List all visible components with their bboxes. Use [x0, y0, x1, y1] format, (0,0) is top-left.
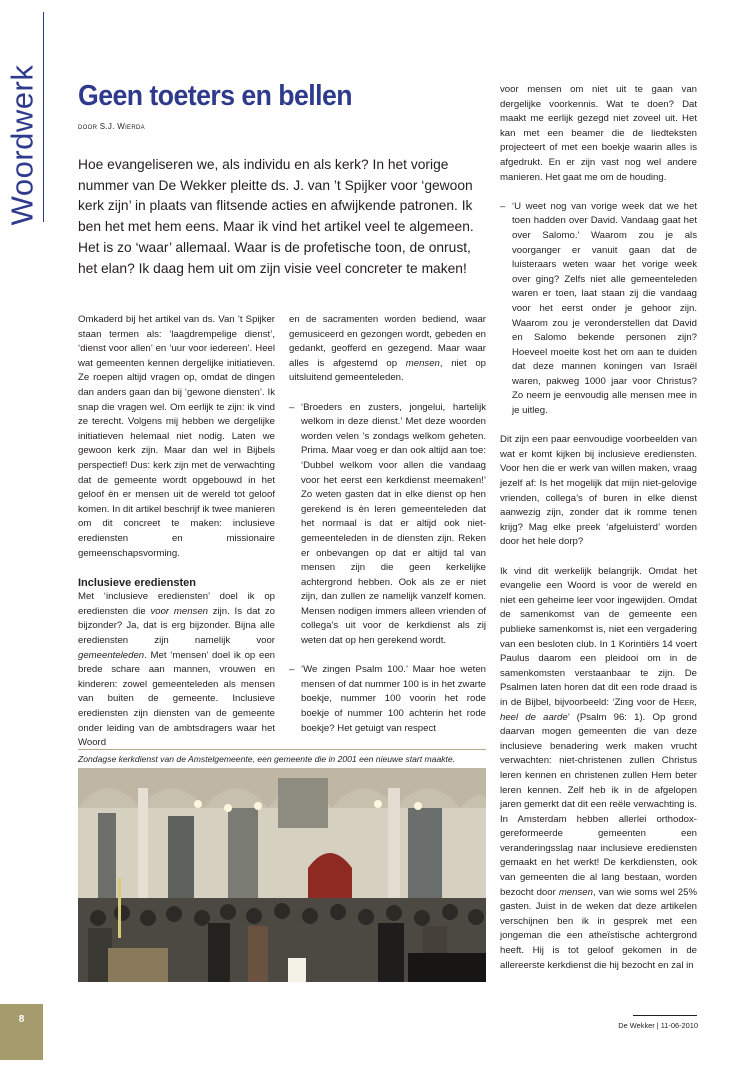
church-photo — [78, 768, 486, 982]
body-paragraph: Ik vind dit werkelijk belangrijk. Omdat het evangelie een Woord is voor de wereld en niet een geheime leer voor ingewijden. Omdat de samenkomst van de gemeente een publieke samenkomst is, niet een vergadering van een besloten club. In 1 Korintiërs 14 voert Paulus daarom een pleidooi om in de samenkomsten verstaanbaar te zijn. De Psalmen laten horen dat dit een rode draad is in de Bijbel, bijvoorbeeld: ‘Zing voor de Heer, heel de aarde’ (Psalm 96: 1). Op grond daarvan mogen gemeenten die van deze inclusieve benadering werk maken vrucht verwachten: niet-christenen zullen Christus leren kennen en christenen zullen Hem beter leren kennen. Zelf heb ik in de afgelopen jaren gemerkt dat dit een reële verwachting is. In Amsterdam hebben allerlei orthodox-gereformeerde gemeenten een veranderingsslag naar inclusieve erediensten gemaakt en het werkt! De kerkdiensten, ook van gemeenten die al lang bestaan, worden bezocht door mensen, van wie soms wel 25% gasten. Juist in de weken dat deze artikelen verschijnen ben ik in gesprek met een jongeman die een atheïstische achtergrond heeft. Hij is tot geloof gekomen in de allereerste kerkdienst die hij bezocht en zal in — [500, 565, 698, 971]
column-1 — [78, 313, 275, 751]
dash-item: – ‘We zingen Psalm 100.’ Maar hoe weten mensen of dat nummer 100 is in het zwarte boekje, nummer 100 voorin het rode boekje of nummer 100 achterin het rode boekje? Het getuigt van respect — [289, 664, 486, 734]
dash-item: – ‘Broeders en zusters, jongelui, hartelijk welkom in deze dienst.’ Met deze woorden worden velen ’s zondags welkom geheten. Prima. Maar voeg er dan ook altijd aan toe: ‘Dubbel welkom voor allen die vandaag voor het eerst een kerkdienst meemaken!’ Zo weten gasten dat in elke dienst op hen gerekend is èn leren gemeenteleden dat het normaal is dat er altijd ook niet-gemeenteleden in de diensten zijn. Reken er onbevangen op dat er altijd tal van mensen zijn die geen kerkelijke achtergrond hebben. Ook als ze er niet zijn, dan zullen ze namelijk vanzelf komen. Mensen nodigen immers alleen vrienden of collega’s uit voor de kerkdienst als zij weten dat op hen gerekend wordt. — [289, 401, 486, 647]
body-paragraph: Dit zijn een paar eenvoudige voorbeelden van wat er komt kijken bij inclusieve erediensten. Voor hen die er werk van willen maken, vraag jezelf af: Is het mogelijk dat mijn niet-gelovige vrienden, collega’s of buren in elke dienst aanwezig zijn, zonder dat ik romme tenen krijg? Mag elke preek ‘afgeluisterd’ worden door het hele dorp? — [500, 434, 697, 548]
byline-prefix: door — [78, 122, 98, 131]
column-3 — [500, 83, 697, 973]
page-number: 8 — [18, 1014, 25, 1025]
body-paragraph: Met ‘inclusieve erediensten’ doel ik op erediensten die voor mensen zijn. Is dat zo bijzonder? Ja, dat is erg bijzonder. Bijna alle erediensten zijn namelijk voor gemeenteleden. Met ‘mensen’ doel ik op een brede schare aan mannen, vrouwen en kinderen: zowel gemeenteleden als mensen van buiten de gemeente. Inclusieve erediensten zijn diensten van de gemeente onder leiding van de ambtsdragers waar het Woord — [78, 591, 275, 749]
byline-author: S.J. Wierda — [99, 122, 145, 131]
body-paragraph: en de sacramenten worden bediend, waar gemusiceerd en gezongen wordt, gebeden en gedankt, geofferd en gezegend. Maar waar alles is afgestemd op mensen, niet op uitsluitend gemeenteleden. — [289, 314, 487, 384]
body-paragraph: Omkaderd bij het artikel van ds. Van ’t Spijker staan termen als: ‘laagdrempelige dienst’, ‘dienst voor allen’ en ‘uur voor iedereen’. Heel wat gemeenten kennen dergelijke initiatieven. Ze roepen altijd vragen op, omdat de dingen dan anders gaan dan bij ‘gewone diensten’. Ik snap die vragen wel. Om eerlijk te zijn: ik vind ze terecht. Volgens mij hebben we dergelijke initiatieven helemaal niet nodig. Laten we gewoon kerk zijn. Maar dan wel in Bijbels perspectief! Dus: kerk zijn met de verwachting dat de gemeente wordt opgebouwd in het geloof èn er mensen uit de wereld tot geloof komen. In dit artikel beschrijf ik twee manieren om dit concreet te maken: inclusieve erediensten en missionaire gemeenschapsvorming. — [78, 314, 275, 559]
byline — [78, 122, 145, 131]
intro-paragraph: Hoe evangeliseren we, als individu en als kerk? In het vorige nummer van De Wekker pleitte ds. J. van ’t Spijker voor ‘gewoon kerk zijn’ in plaats van flitsende acties en afwijkende patronen. Ik ben het met hem eens. Maar ik vind het artikel veel te algemeen. Het is zo ‘waar’ allemaal. Waar is de profetische toon, de onrust, het elan? Ik daag hem uit om zijn visie veel concreter te maken! — [78, 157, 474, 276]
church-photo-illustration — [78, 768, 486, 982]
page-tab — [0, 1004, 43, 1060]
column-2 — [289, 313, 486, 736]
article-title: Geen toeters en bellen — [78, 80, 353, 112]
section-label: Woordwerk — [4, 64, 40, 226]
section-rule — [43, 12, 44, 222]
dash-item: – ‘U weet nog van vorige week dat we het toen hadden over David. Vandaag gaat het over Salomo.’ Waarom zou je als voorganger er vanuit gaan dat de luisteraars weten waar het vorige week over ging? Zelfs niet alle gemeenteleden waren er toen, laat staan zij die vandaag voor het eerst onder je gehoor zijn. Waarom zou je veronderstellen dat David en Salomo bekende personen zijn? Hoeveel moeite kost het om aan te duiden dat deze mannen koningen van Israël waren, pakweg 1000 jaar voor Christus? Zo neem je eenvoudig alle mensen mee in je uitleg. — [500, 200, 697, 417]
footer-rule — [633, 1015, 697, 1016]
subheading: Inclusieve erediensten — [78, 576, 196, 589]
photo-caption: Zondagse kerkdienst van de Amstelgemeente, een gemeente die in 2001 een nieuwe start maakte. — [78, 754, 456, 764]
caption-rule — [78, 749, 486, 750]
body-paragraph: voor mensen om niet uit te gaan van dergelijke voorkennis. Wat te doen? Dat maakt me eerlijk gezegd niet zoveel uit. Het kan met een beamer die de liedteksten projecteert of met een boekje waarin alles is afgedrukt. En er zijn vast nog wel andere manieren. Het gaat me om de houding. — [500, 84, 697, 183]
footer-publication: De Wekker | 11-06-2010 — [618, 1021, 698, 1030]
